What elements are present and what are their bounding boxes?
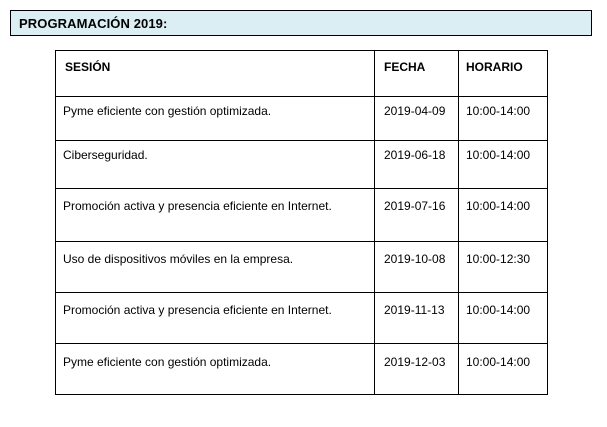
schedule-table	[55, 50, 548, 395]
date-cell: 2019-12-03	[375, 344, 459, 395]
session-cell: Promoción activa y presencia eficiente en Internet.	[56, 293, 375, 344]
time-cell: 10:00-14:00	[459, 97, 548, 141]
session-cell: Uso de dispositivos móviles en la empresa.	[56, 242, 375, 293]
session-cell: Promoción activa y presencia eficiente en Internet.	[56, 189, 375, 242]
session-cell: Ciberseguridad.	[56, 141, 375, 189]
table-row	[56, 242, 548, 293]
column-header-date: FECHA	[375, 51, 459, 97]
column-header-time: HORARIO	[459, 51, 548, 97]
date-cell: 2019-07-16	[375, 189, 459, 242]
time-cell: 10:00-14:00	[459, 344, 548, 395]
table-row	[56, 97, 548, 141]
table-header-row	[56, 51, 548, 97]
date-cell: 2019-06-18	[375, 141, 459, 189]
table-row	[56, 141, 548, 189]
section-title-bar	[10, 10, 592, 36]
time-cell: 10:00-14:00	[459, 293, 548, 344]
time-cell: 10:00-14:00	[459, 189, 548, 242]
date-cell: 2019-11-13	[375, 293, 459, 344]
time-cell: 10:00-12:30	[459, 242, 548, 293]
date-cell: 2019-04-09	[375, 97, 459, 141]
table-row	[56, 344, 548, 395]
date-cell: 2019-10-08	[375, 242, 459, 293]
column-header-session: SESIÓN	[56, 51, 375, 97]
session-cell: Pyme eficiente con gestión optimizada.	[56, 344, 375, 395]
time-cell: 10:00-14:00	[459, 141, 548, 189]
table-row	[56, 293, 548, 344]
session-cell: Pyme eficiente con gestión optimizada.	[56, 97, 375, 141]
section-title: PROGRAMACIÓN 2019:	[19, 16, 168, 31]
table-row	[56, 189, 548, 242]
